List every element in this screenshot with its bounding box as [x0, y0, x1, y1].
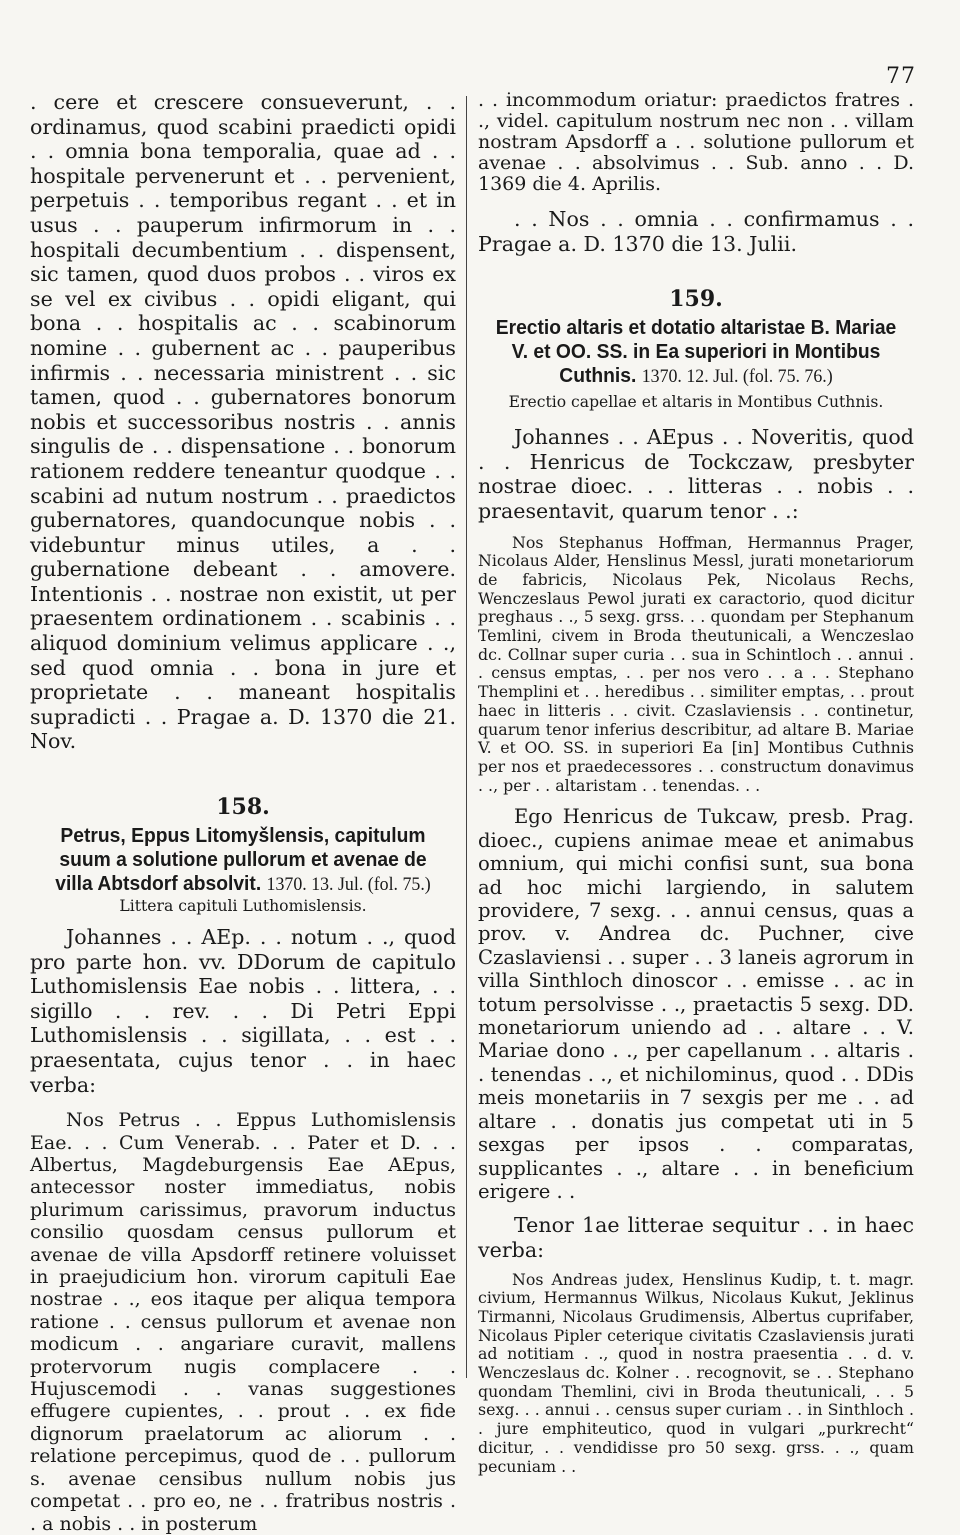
page-number: 77	[886, 64, 916, 89]
petition-paragraph-159: Ego Henricus de Tukcaw, presb. Prag. dioec., cupiens animae meae et animabus omnium, qui michi confisi sunt, sua bona ad hoc michi largiendo, in salutem providere, 7 sexg. . . annui census, quas a prov. v. Andrea dc. Puchner, cive Czaslaviensi . . super . . 3 laneis agrorum in villa Sinthloch dinoscor . . emisse . . ac in totum persolvisse . ., praetactis 5 sexg. DD. monetariorum uniendo ad . . altare . . V. Mariae dono . ., per capellanum . . altaris . . tenendas . ., et nichilominus, quod . . DDis meis monetariis in 7 sexgis per me . . ad altare . . donatis jus competat uti in 5 sexgas per ipsos . . comparatas, supplicantes . ., altare . . in beneficium erigere . .	[478, 805, 914, 1203]
quoted-charter-158: Nos Petrus . . Eppus Luthomislensis Eae. . . Cum Venerab. . . Pater et D. . . Albertus, Magdeburgensis Eae AEpus, antecessor noster immediatus, nobis plurimum carissimus, pravorum inductus consilio quosdam census pullorum et avenae de villa Apsdorff retinere voluisset in praejudicium hon. virorum capituli Eae nostrae . ., eos itaque per aliqua tempora ratione . . census pullorum et avenae non modicum . . angariare curavit, mallens protervorum nugis complacere . . Hujuscemodi . . vanas suggestiones effugere cupientes, . . prout . . ex fide dignorum praelatorum ac aliorum . . relatione percepimus, quod de . . pullorum s. avenae censibus nullum nobis jus competat . . pro eo, ne . . fratribus nostris . . a nobis . . in posterum	[30, 1109, 456, 1535]
heading-text-159: Erectio altaris et dotatio altaristae B. Mariae V. et OO. SS. in Ea superiori in Montibus Cuthnis.	[495, 316, 897, 388]
quoted-charter-159-b: Nos Andreas judex, Henslinus Kudip, t. t. magr. civium, Hermannus Wilkus, Nicolaus Kukut, Jeklinus Tirmanni, Nicolaus Grudimensis, Albertus cuprifaber, Nicolaus Pipler ceterique civitatis Czaslaviensis jurati ad notitiam . ., quod in nostra praesentia . . d. v. Wenczeslaus dc. Kolner . . recognovit, se . . Stephano quondam Themlini, civi in Broda theutunicali, . . 5 sexg. . . annui . . census super curiam . . in Sinthloch . . jure emphiteutico, quod in vulgari „purkrecht“ dicitur, . . vendidisse pro 50 sexg. grss. . ., quam pecuniam . .	[478, 1269, 914, 1476]
document-text-158: Johannes . . AEp. . . notum . ., quod pro parte hon. vv. DDorum de capitulo Luthomislensis Eae nobis . . littera, . . sigillo . . rev. . . Di Petri Eppi Luthomislensis . . sigillata, . . est . . praesentata, cujus tenor . . in haec verba:	[30, 925, 456, 1097]
document-number-159: 159.	[669, 286, 723, 313]
column-divider	[466, 96, 467, 1378]
quoted-charter-continuation: . . incommodum oriatur: praedictos fratres . ., videl. capitulum nostrum nec non . . villam nostram Apsdorff a . . solutione pullorum et avenae . . absolvimus . . Sub. anno . . D. 1369 die 4. Aprilis.	[478, 89, 914, 195]
document-number-158: 158.	[216, 794, 270, 821]
tenor-paragraph-159: Tenor 1ae litterae sequitur . . in haec verba:	[478, 1213, 914, 1262]
quoted-charter-159-a: Nos Stephanus Hoffman, Hermannus Prager, Nicolaus Alder, Henslinus Messl, jurati monetariorum de fabricis, Nicolaus Pek, Nicolaus Rechs, Wenczeslaus Pewol jurati ex caractorio, quod dicitur preghaus . ., 5 sexg. grss. . . quondam per Stephanum Temlini, civem in Broda theutunicali, a Wenczeslao dc. Collnar super curia . . sua in Schintloch . . annui . . census emptas, . . per nos vero . . a . . Stephano Themplini et . . heredibus . . similiter emptas, . . prout haec in litteris . . civit. Czaslaviensis . . continetur, quarum tenor inferius describitur, ad altare B. Mariae V. et OO. SS. in superiori Ea [in] Montibus Cuthnis per nos et praedecessores . . constructum donavimus . ., per . . altaristam . . tenendas. . .	[478, 532, 914, 795]
heading-meta-159: 1370. 12. Jul. (fol. 75. 76.)	[641, 366, 833, 388]
right-column	[478, 90, 914, 1476]
document-heading-158	[43, 824, 443, 897]
document-heading-159	[491, 316, 901, 389]
heading-text-158: Petrus, Eppus Litomyšlensis, capitulum suum a solutione pullorum et avenae de villa Abtsdorf absolvit.	[55, 824, 427, 896]
document-caption-159: Erectio capellae et altaris in Montibus Cuthnis.	[508, 393, 884, 412]
document-caption-158: Littera capituli Luthomislensis.	[119, 897, 367, 916]
confirmation-paragraph: . . Nos . . omnia . . confirmamus . . Pragae a. D. 1370 die 13. Julii.	[478, 207, 914, 256]
heading-meta-158: 1370. 13. Jul. (fol. 75.)	[266, 874, 431, 896]
left-column	[30, 90, 456, 1535]
document-text-159: Johannes . . AEpus . . Noveritis, quod . . Henricus de Tockczaw, presbyter nostrae dioec. . . litteras . . nobis . . praesentavit, quarum tenor . .:	[478, 425, 914, 523]
continuation-paragraph: . cere et crescere consueverunt, . . ordinamus, quod scabini praedicti opidi . . omnia bona temporalia, quae ad . . hospitale pervenerunt et . . pervenient, perpetuis . . temporibus regant . . et in usus . . pauperum infirmorum in . . hospitali decumbentium . . dispensent, sic tamen, quod duos probos . . viros ex se vel ex civibus . . opidi eligant, qui bona . . hospitalis ac . . scabinorum nomine . . gubernent ac . . pauperibus infirmis . . necessaria ministrent . . sic tamen, quod . . gubernatores bonorum nobis et successoribus nostris . . annis singulis de . . dispensatione . . bonorum rationem reddere teneantur quodque . . scabini ad nutum nostrum . . praedictos gubernatores, quandocunque nobis . . videbuntur minus utiles, a . . gubernatione debeant . . amovere. Intentionis . . nostrae non existit, ut per praesentem ordinationem . . scabinis . . aliquod dominium velimus applicare . ., sed quod omnia . . bona in jure et proprietate . . maneant hospitalis supradicti . . Pragae a. D. 1370 die 21. Nov.	[30, 90, 456, 754]
